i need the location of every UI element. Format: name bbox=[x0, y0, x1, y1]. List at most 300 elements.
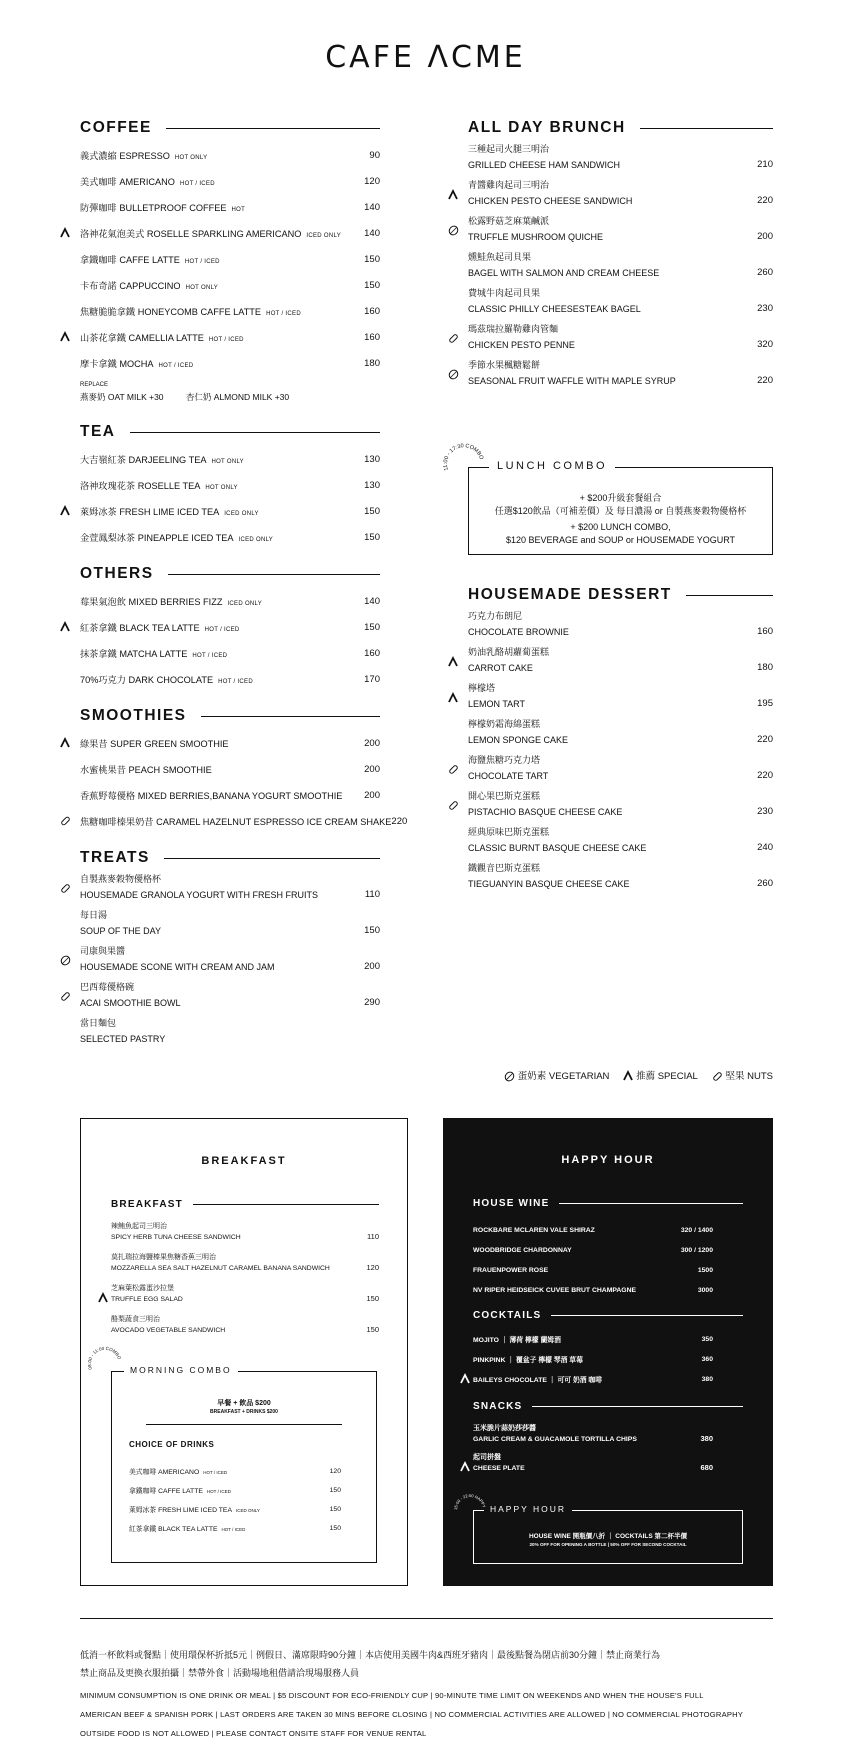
item-name-en: AMERICANO bbox=[119, 177, 175, 187]
item-names bbox=[80, 980, 346, 1008]
item-name-en: CLASSIC BURNT BASQUE CHEESE CAKE bbox=[468, 843, 647, 853]
dessert-column bbox=[468, 585, 773, 893]
item-names bbox=[468, 681, 739, 709]
menu-item bbox=[80, 868, 380, 904]
item-name-zh: 三種起司火腿三明治 bbox=[468, 144, 550, 154]
item-name-en: BLACK TEA LATTE bbox=[119, 623, 200, 633]
item-name-zh: 燻鮭魚起司貝果 bbox=[468, 252, 532, 262]
item-tag: ICED ONLY bbox=[227, 601, 263, 607]
drink-name-en: BLACK TEA LATTE bbox=[158, 1526, 218, 1533]
item-price: 220 bbox=[757, 195, 773, 206]
item-price: 130 bbox=[364, 453, 380, 465]
drinks-title: CHOICE OF DRINKS bbox=[129, 1440, 215, 1449]
item-name bbox=[80, 356, 346, 370]
item-price: 260 bbox=[757, 267, 773, 278]
happy-hour-combo-en: 20% OFF FOR OPENING A BOTTLE | 50% OFF FOR SECOND COCKTAIL bbox=[529, 1542, 687, 1547]
menu-item bbox=[80, 940, 380, 976]
item-tag: ICED ONLY bbox=[306, 233, 342, 239]
item-names bbox=[80, 908, 346, 936]
smoothies-list bbox=[80, 730, 408, 834]
lunch-combo-stamp bbox=[440, 440, 488, 488]
item-tag: HOT / ICED bbox=[208, 337, 244, 343]
item-name-zh: 山茶花拿鐵 bbox=[80, 333, 126, 343]
menu-item bbox=[80, 194, 380, 220]
item-name-en: DARJEELING TEA bbox=[128, 455, 207, 465]
item-tag: HOT ONLY bbox=[205, 485, 238, 491]
item-name-zh: 香蕉野莓優格 bbox=[80, 791, 136, 801]
item-names bbox=[468, 358, 739, 386]
item-name bbox=[80, 252, 346, 266]
snack-names bbox=[473, 1423, 683, 1443]
item-name-en: TRUFFLE EGG SALAD bbox=[111, 1296, 183, 1303]
snacks-title: SNACKS bbox=[473, 1401, 743, 1412]
menu-item bbox=[80, 246, 380, 272]
special-icon bbox=[60, 506, 74, 516]
item-name bbox=[80, 304, 346, 318]
snack-name-en: CHEESE PLATE bbox=[473, 1465, 525, 1472]
item-price: 110 bbox=[367, 1232, 379, 1241]
cocktail-item bbox=[473, 1330, 713, 1348]
item-price: 200 bbox=[364, 763, 380, 775]
happy-hour-combo-box bbox=[473, 1504, 743, 1564]
special-icon bbox=[460, 1374, 474, 1384]
item-name-en: ROSELLE TEA bbox=[137, 481, 201, 491]
cocktail-price: 380 bbox=[701, 1375, 713, 1383]
item-names bbox=[111, 1252, 349, 1272]
menu-item bbox=[80, 220, 380, 246]
item-name-zh: 莫扎瑞拉海鹽榛果焦糖香蕉三明治 bbox=[111, 1254, 216, 1261]
legend bbox=[495, 1068, 773, 1082]
item-name-zh: 綠果昔 bbox=[80, 739, 108, 749]
item-name-zh: 焦糖脆脆拿鐵 bbox=[80, 307, 136, 317]
item-price: 230 bbox=[757, 303, 773, 314]
item-names bbox=[468, 322, 739, 350]
item-name-en: FRESH LIME ICED TEA bbox=[119, 507, 220, 517]
item-name-zh: 萊姆冰茶 bbox=[80, 507, 117, 517]
menu-item bbox=[468, 641, 773, 677]
footer-divider bbox=[80, 1618, 773, 1619]
section-title-treats: TREATS bbox=[80, 848, 380, 868]
item-names bbox=[468, 214, 739, 242]
menu-item bbox=[468, 282, 773, 318]
item-name-en: PINEAPPLE ICED TEA bbox=[137, 533, 234, 543]
cocktail-item bbox=[473, 1370, 713, 1388]
wine-price: 300 / 1200 bbox=[680, 1246, 713, 1254]
item-price: 290 bbox=[364, 997, 380, 1008]
special-icon bbox=[448, 693, 462, 703]
item-name-en: CAMELLIA LATTE bbox=[128, 333, 204, 343]
item-name-en: AVOCADO VEGETABLE SANDWICH bbox=[111, 1327, 226, 1334]
right-column bbox=[468, 118, 773, 390]
menu-item bbox=[80, 324, 380, 350]
drink-name-en: FRESH LIME ICED TEA bbox=[158, 1507, 232, 1514]
item-price: 220 bbox=[391, 815, 408, 827]
wine-item bbox=[473, 1241, 713, 1259]
item-name-en: MIXED BERRIES FIZZ bbox=[128, 597, 223, 607]
item-names bbox=[111, 1314, 349, 1334]
wine-price: 320 / 1400 bbox=[680, 1226, 713, 1234]
menu-item bbox=[80, 272, 380, 298]
menu-item bbox=[80, 350, 380, 376]
item-name-zh: 紅茶拿鐵 bbox=[80, 623, 117, 633]
happy-hour-combo-zh: HOUSE WINE 開瓶價八折 ｜ COCKTAILS 第二杯半價 bbox=[528, 1533, 688, 1540]
drink-price: 150 bbox=[329, 1505, 341, 1513]
item-name-en: GRILLED CHEESE HAM SANDWICH bbox=[468, 160, 621, 170]
menu-item bbox=[80, 524, 380, 550]
menu-item bbox=[80, 666, 380, 692]
snack-names bbox=[473, 1452, 683, 1472]
morning-combo-en: BREAKFAST + DRINKS $200 bbox=[210, 1409, 278, 1415]
menu-item bbox=[80, 1012, 380, 1048]
item-tag: HOT / ICED bbox=[192, 653, 228, 659]
item-name-zh: 瑪茲瑞拉羅勒雞肉管麵 bbox=[468, 324, 559, 334]
item-tag: HOT / ICED bbox=[184, 259, 220, 265]
item-name bbox=[80, 788, 346, 802]
svg-text:11:00 - 17:30 COMBO: 11:00 - 17:30 COMBO bbox=[442, 443, 485, 472]
cocktails-title: COCKTAILS bbox=[473, 1310, 743, 1321]
morning-combo-zh: 早餐 + 飲品 $200 bbox=[217, 1400, 271, 1407]
item-name-zh: 抹茶拿鐵 bbox=[80, 649, 117, 659]
section-title-others: OTHERS bbox=[80, 564, 380, 584]
lunch-combo-title: LUNCH COMBO bbox=[489, 460, 615, 472]
menu-item bbox=[80, 904, 380, 940]
item-price: 180 bbox=[364, 357, 380, 369]
item-name bbox=[80, 174, 346, 188]
item-name-zh: 松露野菇芝麻葉鹹派 bbox=[468, 216, 550, 226]
item-name-en: SEASONAL FRUIT WAFFLE WITH MAPLE SYRUP bbox=[468, 376, 676, 386]
drink-item bbox=[129, 1481, 341, 1499]
item-name-zh: 每日湯 bbox=[80, 910, 108, 920]
special-icon bbox=[460, 1462, 474, 1472]
item-name-en: CHOCOLATE TART bbox=[468, 771, 549, 781]
drink-name-zh: 紅茶拿鐵 bbox=[129, 1526, 157, 1533]
left-column bbox=[80, 118, 408, 1048]
breakfast-item bbox=[111, 1250, 379, 1272]
item-name bbox=[80, 200, 346, 214]
item-name-en: CARROT CAKE bbox=[468, 663, 533, 673]
item-names bbox=[468, 142, 739, 170]
item-name-en: TIEGUANYIN BASQUE CHEESE CAKE bbox=[468, 879, 630, 889]
item-name bbox=[80, 452, 346, 466]
vegetarian-icon bbox=[504, 1071, 515, 1082]
item-name-zh: 焦糖咖啡榛果奶昔 bbox=[80, 817, 154, 827]
item-price: 200 bbox=[364, 961, 380, 972]
menu-item bbox=[80, 640, 380, 666]
others-list bbox=[80, 588, 380, 692]
item-name-zh: 大吉嶺紅茶 bbox=[80, 455, 126, 465]
item-name-zh: 季節水果楓糖鬆餅 bbox=[468, 360, 541, 370]
item-price: 220 bbox=[757, 375, 773, 386]
item-name-zh: 拿鐵咖啡 bbox=[80, 255, 117, 265]
item-name-en: SOUP OF THE DAY bbox=[80, 926, 162, 936]
breakfast-item bbox=[111, 1219, 379, 1241]
item-name bbox=[80, 330, 346, 344]
special-icon bbox=[60, 738, 74, 748]
happy-hour-box-title: HAPPY HOUR bbox=[561, 1154, 655, 1166]
item-name-zh: 經典原味巴斯克蛋糕 bbox=[468, 827, 550, 837]
item-tag: HOT / ICED bbox=[218, 679, 253, 685]
lunch-combo-en: + $200 LUNCH COMBO, $120 BEVERAGE and SOUP or HOUSEMADE YOGURT bbox=[505, 522, 736, 545]
nuts-icon bbox=[60, 991, 74, 1002]
tea-list bbox=[80, 446, 380, 550]
section-title-coffee: COFFEE bbox=[80, 118, 380, 138]
item-name-en: CHICKEN PESTO PENNE bbox=[468, 340, 575, 350]
item-tag: HOT / ICED bbox=[204, 627, 240, 633]
snack-item bbox=[473, 1421, 713, 1443]
menu-item bbox=[468, 749, 773, 785]
cocktail-item bbox=[473, 1350, 713, 1368]
item-name bbox=[80, 620, 346, 634]
item-price: 150 bbox=[364, 279, 380, 291]
item-tag: ICED ONLY bbox=[224, 511, 259, 517]
item-name bbox=[80, 226, 346, 240]
breakfast-box-title: BREAKFAST bbox=[201, 1155, 287, 1167]
item-names bbox=[80, 944, 346, 972]
treats-list bbox=[80, 868, 380, 1048]
item-name-en: ESPRESSO bbox=[119, 151, 170, 161]
item-name-en: LEMON SPONGE CAKE bbox=[468, 735, 569, 745]
menu-item bbox=[468, 605, 773, 641]
menu-item bbox=[468, 210, 773, 246]
item-names bbox=[468, 753, 739, 781]
drink-price: 150 bbox=[329, 1486, 341, 1494]
section-title-smoothies: SMOOTHIES bbox=[80, 706, 380, 726]
section-title-dessert: HOUSEMADE DESSERT bbox=[468, 585, 773, 605]
breakfast-item bbox=[111, 1312, 379, 1334]
happy-hour-box bbox=[443, 1118, 773, 1586]
menu-item bbox=[80, 446, 380, 472]
coffee-list bbox=[80, 142, 380, 376]
item-name-zh: 芝麻葉松露蛋沙拉堡 bbox=[111, 1285, 174, 1292]
item-price: 150 bbox=[366, 1325, 379, 1334]
item-name bbox=[80, 736, 346, 750]
item-name-en: DARK CHOCOLATE bbox=[128, 675, 214, 685]
morning-combo-divider bbox=[146, 1424, 342, 1425]
item-price: 110 bbox=[364, 889, 380, 900]
vegetarian-icon bbox=[448, 225, 462, 236]
morning-combo-box bbox=[111, 1365, 377, 1563]
item-name-zh: 青醬雞肉起司三明治 bbox=[468, 180, 550, 190]
item-name-zh: 美式咖啡 bbox=[80, 177, 117, 187]
menu-item bbox=[468, 785, 773, 821]
item-price: 150 bbox=[364, 531, 380, 543]
item-name-zh: 洛神玫瑰花茶 bbox=[80, 481, 136, 491]
item-names bbox=[468, 825, 739, 853]
snack-item bbox=[473, 1450, 713, 1472]
menu-item bbox=[468, 174, 773, 210]
item-name-zh: 義式濃縮 bbox=[80, 151, 117, 161]
item-price: 150 bbox=[364, 505, 380, 517]
drink-name-zh: 美式咖啡 bbox=[129, 1469, 157, 1476]
item-name-zh: 巧克力布朗尼 bbox=[468, 611, 523, 621]
item-tag: HOT ONLY bbox=[185, 285, 219, 291]
item-price: 260 bbox=[757, 878, 773, 889]
item-names bbox=[468, 645, 739, 673]
wine-item bbox=[473, 1261, 713, 1279]
item-price: 160 bbox=[364, 647, 380, 659]
menu-item bbox=[468, 857, 773, 893]
drink-tag: ICED ONLY bbox=[235, 1508, 260, 1513]
drink-tag: HOT / ICED bbox=[221, 1527, 246, 1532]
cafe-logo: CAFE ΛCME bbox=[325, 40, 526, 75]
item-name-zh: 金萱鳳梨冰茶 bbox=[80, 533, 136, 543]
special-icon bbox=[98, 1293, 112, 1303]
dessert-list bbox=[468, 605, 773, 893]
menu-item bbox=[80, 472, 380, 498]
item-name-en: SPICY HERB TUNA CHEESE SANDWICH bbox=[111, 1234, 241, 1241]
item-name bbox=[80, 530, 346, 544]
morning-combo-stamp bbox=[85, 1343, 125, 1383]
svg-text:15:00 - 22:00 HAPPY HOUR: 15:00 - 22:00 HAPPY bbox=[452, 1492, 487, 1511]
item-price: 140 bbox=[364, 595, 380, 607]
breakfast-subtitle: BREAKFAST bbox=[111, 1199, 379, 1210]
wine-name: FRAUENPOWER ROSE bbox=[473, 1266, 549, 1274]
happy-hour-combo-title: HAPPY HOUR bbox=[484, 1504, 572, 1514]
footer-en: MINIMUM CONSUMPTION IS ONE DRINK OR MEAL | $5 DISCOUNT FOR ECO-FRIENDLY CUP | 90-MINUTE TIME LIMIT ON WEEKENDS AND WHEN THE HOUSE'S FULL AMERICAN BEEF & SPANISH PORK | LAST ORDERS ARE TAKEN 30 MINS BEFORE CLOSING | NO COMMERCIAL ACTIVITIES ARE ALLOWED | NO COMMERCIAL PHOTOGRAPHY OUTSIDE FOOD IS NOT ALLOWED | PLEASE CONTACT ONSITE STAFF FOR VENUE RENTAL bbox=[80, 1691, 744, 1738]
special-icon bbox=[448, 190, 462, 200]
cocktail-price: 360 bbox=[701, 1355, 713, 1363]
item-name-zh: 防彈咖啡 bbox=[80, 203, 117, 213]
item-name bbox=[80, 594, 346, 608]
drink-item bbox=[129, 1519, 341, 1537]
breakfast-box bbox=[80, 1118, 408, 1586]
item-name-zh: 自製燕麥穀物優格杯 bbox=[80, 874, 162, 884]
drink-tag: HOT / ICED bbox=[203, 1470, 228, 1475]
wine-name: NV RIPER HEIDSEICK CUVEE BRUT CHAMPAGNE bbox=[473, 1286, 637, 1294]
drink-name-en: CAFFE LATTE bbox=[158, 1488, 203, 1495]
menu-item bbox=[468, 246, 773, 282]
item-price: 150 bbox=[366, 1294, 379, 1303]
drink-name bbox=[129, 1466, 311, 1476]
item-name-en: CAPPUCCINO bbox=[119, 281, 181, 291]
nuts-icon bbox=[448, 800, 462, 811]
item-name-zh: 卡布奇諾 bbox=[80, 281, 117, 291]
brunch-list bbox=[468, 138, 773, 390]
item-name bbox=[80, 504, 346, 518]
item-name bbox=[80, 478, 346, 492]
item-name-en: PEACH SMOOTHIE bbox=[128, 765, 212, 775]
special-icon bbox=[60, 622, 74, 632]
wine-price: 1500 bbox=[697, 1266, 713, 1274]
item-price: 220 bbox=[757, 734, 773, 745]
item-name-en: PISTACHIO BASQUE CHEESE CAKE bbox=[468, 807, 623, 817]
item-name bbox=[80, 646, 346, 660]
item-name-en: ACAI SMOOTHIE BOWL bbox=[80, 998, 181, 1008]
item-price: 220 bbox=[757, 770, 773, 781]
cocktail-name: BAILEYS CHOCOLATE ｜ 可可 奶酒 咖啡 bbox=[473, 1377, 603, 1384]
legend-vegetarian: 蛋奶素 VEGETARIAN bbox=[504, 1068, 609, 1082]
cocktail-name: PINKPINK ｜ 覆盆子 檸檬 琴酒 草莓 bbox=[473, 1357, 583, 1364]
item-name-zh: 巴西莓優格碗 bbox=[80, 982, 135, 992]
morning-combo-title: MORNING COMBO bbox=[124, 1365, 238, 1375]
happy-hour-stamp bbox=[451, 1486, 489, 1524]
special-icon bbox=[623, 1071, 633, 1081]
item-name-en: SELECTED PASTRY bbox=[80, 1034, 166, 1044]
item-name-zh: 洛神花氣泡美式 bbox=[80, 229, 145, 239]
menu-item bbox=[80, 142, 380, 168]
menu-item bbox=[468, 821, 773, 857]
cocktail-price: 350 bbox=[701, 1335, 713, 1343]
item-names bbox=[468, 789, 739, 817]
nuts-icon bbox=[712, 1071, 723, 1082]
item-name-zh: 司康與果醬 bbox=[80, 946, 126, 956]
cocktail-name: MOJITO ｜ 薄荷 檸檬 蘭姆酒 bbox=[473, 1337, 561, 1344]
snack-name-zh: 玉米脆片蒜奶莎莎醬 bbox=[473, 1425, 536, 1432]
item-name-en: BAGEL WITH SALMON AND CREAM CHEESE bbox=[468, 268, 660, 278]
item-tag: HOT bbox=[231, 207, 246, 213]
menu-item bbox=[80, 808, 408, 834]
drink-name-zh: 拿鐵咖啡 bbox=[129, 1488, 157, 1495]
item-name-en: SUPER GREEN SMOOTHIE bbox=[110, 739, 229, 749]
menu-item bbox=[468, 318, 773, 354]
item-name-en: BULLETPROOF COFFEE bbox=[119, 203, 227, 213]
item-names bbox=[111, 1221, 349, 1241]
wine-item bbox=[473, 1221, 713, 1239]
special-icon bbox=[448, 657, 462, 667]
item-price: 160 bbox=[757, 626, 773, 637]
item-name-zh: 開心果巴斯克蛋糕 bbox=[468, 791, 541, 801]
item-name-zh: 奶油乳酪胡蘿蔔蛋糕 bbox=[468, 647, 550, 657]
item-name bbox=[80, 762, 346, 776]
item-tag: HOT ONLY bbox=[211, 459, 244, 465]
item-price: 240 bbox=[757, 842, 773, 853]
replace-milk: REPLACE 燕麥奶 OAT MILK +30 杏仁奶 ALMOND MILK +30 bbox=[80, 382, 290, 402]
wine-name: ROCKBARE MCLAREN VALE SHIRAZ bbox=[473, 1226, 595, 1234]
lunch-combo-zh: + $200升級套餐組合 任選$120飲品（可補差價）及 每日濃湯 or 自製燕麥穀物優格杯 bbox=[494, 493, 747, 516]
item-name-zh: 水蜜桃果昔 bbox=[80, 765, 126, 775]
menu-item bbox=[80, 782, 380, 808]
item-name-en: CARAMEL HAZELNUT ESPRESSO ICE CREAM SHAKE bbox=[156, 817, 392, 827]
item-name-zh: 檸檬奶霜海綿蛋糕 bbox=[468, 719, 541, 729]
item-name-en: LEMON TART bbox=[468, 699, 526, 709]
nuts-icon bbox=[448, 333, 462, 344]
item-name-zh: 酪梨蔬食三明治 bbox=[111, 1316, 160, 1323]
item-names bbox=[468, 286, 739, 314]
item-name-en: CHOCOLATE BROWNIE bbox=[468, 627, 569, 637]
item-name-zh: 當日麵包 bbox=[80, 1018, 117, 1028]
item-name-en: ROSELLE SPARKLING AMERICANO bbox=[146, 229, 302, 239]
menu-item bbox=[80, 168, 380, 194]
drink-name bbox=[129, 1504, 311, 1514]
section-title-tea: TEA bbox=[80, 422, 380, 442]
item-names bbox=[468, 178, 739, 206]
item-name bbox=[80, 148, 346, 162]
item-name-zh: 費城牛肉起司貝果 bbox=[468, 288, 541, 298]
item-name-zh: 檸檬塔 bbox=[468, 683, 496, 693]
item-price: 90 bbox=[369, 149, 380, 161]
item-name-en: HOUSEMADE SCONE WITH CREAM AND JAM bbox=[80, 962, 275, 972]
menu-item bbox=[80, 588, 380, 614]
item-price: 230 bbox=[757, 806, 773, 817]
drink-name bbox=[129, 1485, 311, 1495]
item-price: 150 bbox=[364, 925, 380, 936]
item-tag: ICED ONLY bbox=[238, 537, 274, 543]
footer-zh: 低消一杯飲料或餐點｜使用環保杯折抵5元｜例假日、滿席限時90分鐘｜本店使用美國牛肉&西班牙豬肉｜最後點餐為閉店前30分鐘｜禁止商業行為 禁止商品及更換衣服拍攝｜禁帶外食｜活動場地租借請洽現場服務人員 bbox=[80, 1650, 661, 1678]
item-price: 120 bbox=[366, 1263, 379, 1272]
item-name-en: MOZZARELLA SEA SALT HAZELNUT CARAMEL BANANA SANDWICH bbox=[111, 1265, 330, 1272]
house-wine-title: HOUSE WINE bbox=[473, 1198, 743, 1209]
vegetarian-icon bbox=[60, 955, 74, 966]
item-price: 180 bbox=[757, 662, 773, 673]
item-tag: HOT ONLY bbox=[174, 155, 208, 161]
drink-item bbox=[129, 1462, 341, 1480]
item-price: 200 bbox=[364, 737, 380, 749]
item-names bbox=[468, 717, 739, 745]
snack-price: 380 bbox=[700, 1434, 713, 1443]
special-icon bbox=[60, 228, 74, 238]
item-name-en: CHICKEN PESTO CHEESE SANDWICH bbox=[468, 196, 633, 206]
menu-item bbox=[468, 713, 773, 749]
